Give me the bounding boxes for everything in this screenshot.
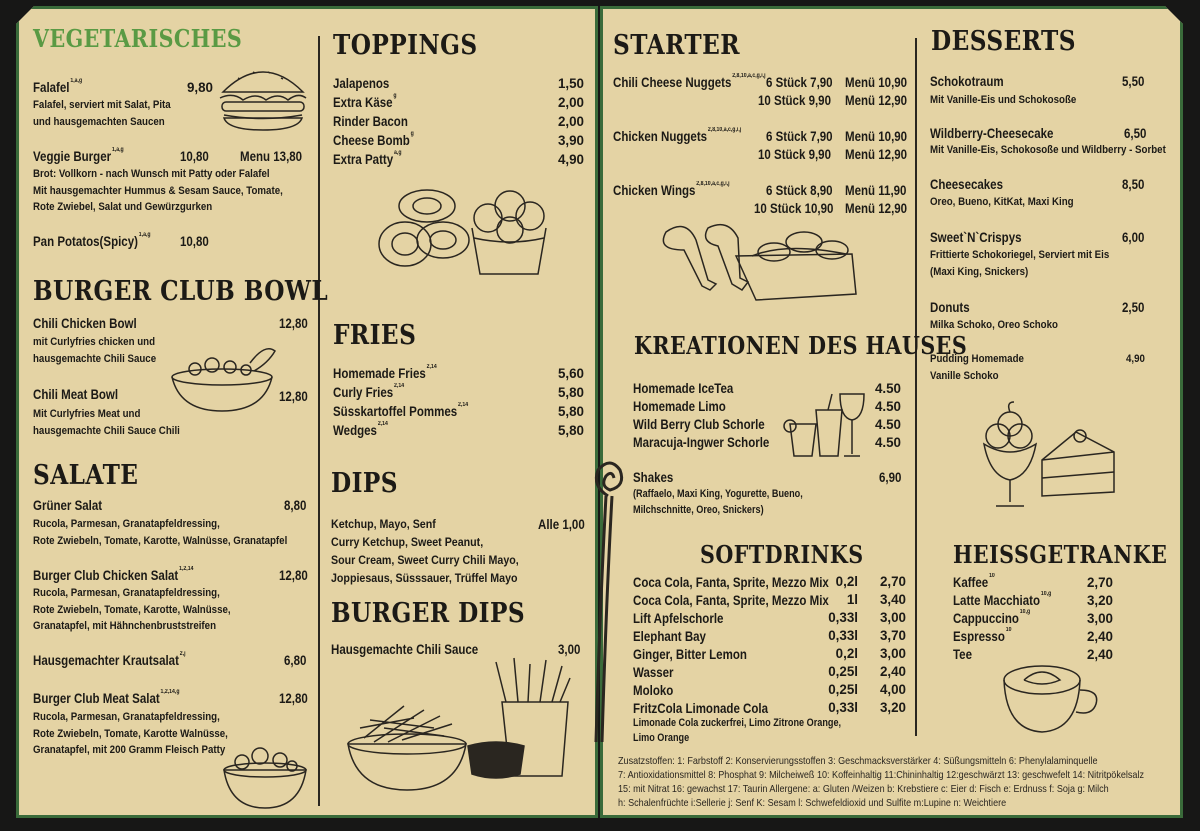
heiss-row: Cappuccino$^{10,g}$ 3,00 bbox=[953, 608, 1113, 626]
item-meat-salat: Burger Club Meat Salat$^{1,2,14,g}$ bbox=[33, 689, 180, 706]
kreation-row: Maracuja-Ingwer Schorle 4.50 bbox=[633, 434, 901, 450]
topping-row: Rinder Bacon 2,00 bbox=[333, 114, 584, 129]
chili-cheese-nuggets-6: 6 Stück 7,90 bbox=[766, 75, 833, 90]
footnotes: Zusatzstoffen: 1: Farbstoff 2: Konservierungsstoffen 3: Geschmacksverstärker 4: Süßungsmitteln 6: Phenylalaminquelle 7: Antioxidationsmittel 8: Phosphat 9: Milcheiweß 10: Koffeinhaltig 11:Chininhaltig 12:geschwärzt 13: geschwefelt 14: Nitritpökelsalz 15: mit Nitrat 16: gewachst 17: Taurin Allergene: a: Gluten /Weizen b: Krebstiere c: Eier d: Fisch e: Erdnuss f: Soja g: Milch h: Schalenfrüchte i:Sellerie j: Senf K: Sesam l: Schwefeldioxid und Sulfite m:Lupine n: Weichtiere bbox=[618, 756, 1145, 810]
divider-right bbox=[915, 38, 917, 736]
dessert-donuts-desc: Milka Schoko, Oreo Schoko bbox=[930, 319, 1058, 331]
fries-plate-icon bbox=[344, 698, 470, 794]
dessert-pudding-desc: Vanille Schoko bbox=[930, 370, 999, 382]
item-shakes-desc: (Raffaelo, Maxi King, Yogurette, Bueno, Milchschnitte, Oreo, Snickers) bbox=[633, 488, 803, 516]
item-chili-sauce: Hausgemachte Chili Sauce bbox=[331, 642, 479, 657]
heiss-list bbox=[953, 573, 1113, 663]
topping-row: Jalapenos 1,50 bbox=[333, 76, 584, 91]
dessert-crispys-desc: Frittierte Schokoriegel, Serviert mit Eis (Maxi King, Snickers) bbox=[930, 249, 1110, 278]
dessert-schokotraum: Schokotraum bbox=[930, 74, 1004, 89]
kreation-row: Homemade Limo 4.50 bbox=[633, 398, 901, 414]
item-chicken-salat-price: 12,80 bbox=[279, 568, 308, 583]
dessert-donuts: Donuts bbox=[930, 300, 970, 315]
item-chicken-wings: Chicken Wings$^{2,8,10,a,c,g,i,j}$ bbox=[613, 181, 730, 198]
item-falafel-desc: Falafel, serviert mit Salat, Pita und hausgemachten Saucen bbox=[33, 99, 171, 128]
chicken-nuggets-10: 10 Stück 9,90 bbox=[758, 147, 831, 162]
softdrinks-sizes: 0,2l 1l 0,33l 0,33l 0,2l 0,25l 0,25l 0,33l bbox=[828, 574, 858, 715]
item-meat-salat-desc: Rucola, Parmesan, Granatapfeldressing, Rote Zwiebeln, Tomate, Karotte Walnüsse, Granatapfel, mit 200 Gramm Fleisch Patty bbox=[33, 711, 228, 756]
dessert-pudding: Pudding Homemade bbox=[930, 353, 1024, 365]
dessert-crispys: Sweet`N`Crispys bbox=[930, 230, 1022, 245]
item-chicken-nuggets: Chicken Nuggets$^{2,8,10,a,c,g,i,j}$ bbox=[613, 127, 742, 144]
sundae-icon bbox=[980, 400, 1120, 512]
item-krautsalat-price: 6,80 bbox=[284, 653, 307, 668]
dips-list: Ketchup, Mayo, Senf Curry Ketchup, Sweet Peanut, Sour Cream, Sweet Curry Chili Mayo, Joppiesaus, Süsssauer, Trüffel Mayo bbox=[331, 517, 519, 585]
chili-cheese-nuggets-menu-6: Menü 10,90 bbox=[845, 75, 908, 90]
section-title-softdrinks: SOFTDRINKS bbox=[700, 540, 864, 569]
swirl-straw-icon bbox=[588, 456, 628, 746]
fries-cup-icon bbox=[466, 658, 572, 782]
section-title-heiss: HEISSGETRANKE bbox=[953, 540, 1168, 569]
kreation-row: Homemade IceTea 4.50 bbox=[633, 380, 901, 396]
item-gruener-salat: Grüner Salat bbox=[33, 498, 103, 513]
heiss-row: Latte Macchiato$^{10,g}$ 3,20 bbox=[953, 590, 1113, 608]
chicken-wings-menu-6: Menü 11,90 bbox=[845, 183, 907, 198]
item-chili-chicken-bowl: Chili Chicken Bowl bbox=[33, 316, 137, 331]
section-title-fries: FRIES bbox=[333, 320, 417, 351]
dessert-donuts-price: 2,50 bbox=[1122, 300, 1145, 315]
item-veggie-burger-desc: Brot: Vollkorn - nach Wunsch mit Patty oder Falafel Mit hausgemachter Hummus & Sesam Sauce, Tomate, Rote Zwiebel, Salat und Gewürzgurken bbox=[33, 168, 283, 213]
chicken-nuggets-6: 6 Stück 7,90 bbox=[766, 129, 833, 144]
item-shakes-price: 6,90 bbox=[879, 470, 902, 485]
chicken-nuggets-menu-10: Menü 12,90 bbox=[845, 147, 908, 162]
item-pan-potatos-price: 10,80 bbox=[180, 234, 209, 249]
section-title-desserts: DESSERTS bbox=[931, 26, 1076, 57]
fries-list bbox=[333, 364, 584, 440]
chicken-wings-6: 6 Stück 8,90 bbox=[766, 183, 833, 198]
onion-rings-icon bbox=[377, 184, 472, 276]
item-chili-meat-bowl-desc: Mit Curlyfries Meat und hausgemachte Chili Sauce Chili bbox=[33, 408, 180, 437]
softdrink-row: FritzCola Limonade Cola bbox=[633, 700, 769, 716]
section-title-toppings: TOPPINGS bbox=[333, 30, 478, 61]
dessert-pudding-price: 4,90 bbox=[1126, 353, 1145, 365]
fries-row: Süsskartoffel Pommes$^{2,14}$ 5,80 bbox=[333, 402, 584, 419]
softdrink-row: Lift Apfelschorle bbox=[633, 610, 724, 626]
item-chili-sauce-price: 3,00 bbox=[558, 642, 581, 657]
heiss-row: Espresso$^{10}$ 2,40 bbox=[953, 626, 1113, 644]
chicken-wings-10: 10 Stück 10,90 bbox=[754, 201, 834, 216]
dessert-cheesecakes: Cheesecakes bbox=[930, 177, 1003, 192]
section-title-kreationen: KREATIONEN DES HAUSES bbox=[634, 331, 968, 360]
item-chicken-salat: Burger Club Chicken Salat$^{1,2,14}$ bbox=[33, 566, 194, 583]
heiss-row: Tee 2,40 bbox=[953, 646, 1113, 662]
section-title-dips: DIPS bbox=[331, 468, 398, 499]
item-chili-meat-bowl-price: 12,80 bbox=[279, 389, 308, 404]
topping-row: Cheese Bomb$^g$ 3,90 bbox=[333, 131, 584, 148]
kreation-row: Wild Berry Club Schorle 4.50 bbox=[633, 416, 901, 432]
chili-cheese-nuggets-menu-10: Menü 12,90 bbox=[845, 93, 908, 108]
topping-row: Extra Patty$^{a,g}$ 4,90 bbox=[333, 150, 584, 167]
nuggets-basket-icon bbox=[470, 186, 550, 278]
salad-bowl-icon bbox=[170, 343, 280, 415]
section-title-salate: SALATE bbox=[33, 460, 139, 491]
dessert-schokotraum-desc: Mit Vanille-Eis und Schokosoße bbox=[930, 94, 1077, 106]
item-chicken-salat-desc: Rucola, Parmesan, Granatapfeldressing, Rote Zwiebeln, Tomate, Karotte, Walnüsse, Granatapfel, mit Hähnchenbruststreifen bbox=[33, 587, 231, 632]
coffee-cup-icon bbox=[1000, 664, 1104, 736]
item-chili-chicken-bowl-price: 12,80 bbox=[279, 316, 308, 331]
topping-row: Extra Käse$^g$ 2,00 bbox=[333, 93, 584, 110]
softdrink-row: Ginger, Bitter Lemon bbox=[633, 646, 747, 662]
item-veggie-burger-menu: Menu 13,80 bbox=[240, 149, 303, 164]
dessert-cheesecakes-price: 8,50 bbox=[1122, 177, 1145, 192]
drinks-icon bbox=[780, 390, 864, 460]
fries-row: Homemade Fries$^{2,14}$ 5,60 bbox=[333, 364, 584, 381]
softdrink-row: Coca Cola, Fanta, Sprite, Mezzo Mix bbox=[633, 574, 829, 590]
dessert-wildberry-price: 6,50 bbox=[1124, 126, 1147, 141]
item-veggie-burger: Veggie Burger$^{1,a,g}$ bbox=[33, 147, 124, 164]
softdrinks-note: Limonade Cola zuckerfrei, Limo Zitrone Orange, Limo Orange bbox=[633, 717, 842, 744]
section-title-burger-dips: BURGER DIPS bbox=[331, 598, 526, 629]
section-title-vegetarisches: VEGETARISCHES bbox=[33, 24, 243, 53]
softdrinks-prices: 2,70 3,40 3,00 3,70 3,00 2,40 4,00 3,20 bbox=[879, 574, 906, 715]
dessert-wildberry: Wildberry-Cheesecake bbox=[930, 126, 1054, 141]
burger-icon bbox=[218, 60, 308, 132]
heiss-row: Kaffee$^{10}$ 2,70 bbox=[953, 572, 1113, 590]
item-veggie-burger-price: 10,80 bbox=[180, 149, 209, 164]
item-meat-salat-price: 12,80 bbox=[279, 691, 308, 706]
dessert-cheesecakes-desc: Oreo, Bueno, KitKat, Maxi King bbox=[930, 196, 1074, 208]
toppings-list bbox=[333, 74, 584, 169]
item-gruener-salat-price: 8,80 bbox=[284, 498, 307, 513]
section-title-bowl: BURGER CLUB BOWL bbox=[33, 276, 329, 307]
item-falafel: Falafel$^{1,a,g}$ 9,80 bbox=[33, 78, 213, 95]
divider-left bbox=[318, 36, 320, 806]
chicken-wings-menu-10: Menü 12,90 bbox=[845, 201, 908, 216]
chicken-legs-icon bbox=[656, 220, 862, 304]
item-gruener-salat-desc: Rucola, Parmesan, Granatapfeldressing, Rote Zwiebeln, Tomate, Karotte, Walnüsse, Granatapfel bbox=[33, 518, 288, 547]
softdrink-row: Moloko bbox=[633, 682, 674, 698]
softdrinks-list bbox=[633, 573, 905, 717]
fries-row: Curly Fries$^{2,14}$ 5,80 bbox=[333, 383, 584, 400]
softdrink-row: Elephant Bay bbox=[633, 628, 706, 644]
dips-price: Alle 1,00 bbox=[538, 517, 585, 532]
item-chili-cheese-nuggets: Chili Cheese Nuggets$^{2,8,10,a,c,g,i,j}$ bbox=[613, 73, 766, 90]
dessert-crispys-price: 6,00 bbox=[1122, 230, 1145, 245]
dessert-wildberry-desc: Mit Vanille-Eis, Schokosoße und Wildberry - Sorbet bbox=[930, 144, 1166, 156]
section-title-starter: STARTER bbox=[613, 30, 740, 61]
item-shakes: Shakes bbox=[633, 470, 674, 485]
item-chili-meat-bowl: Chili Meat Bowl bbox=[33, 387, 119, 402]
item-pan-potatos: Pan Potatos(Spicy)$^{1,a,g}$ bbox=[33, 232, 151, 249]
fries-row: Wedges$^{2,14}$ 5,80 bbox=[333, 421, 584, 438]
item-krautsalat: Hausgemachter Krautsalat$^{2,j}$ bbox=[33, 651, 186, 668]
salad-plate-icon bbox=[220, 746, 310, 812]
item-chili-chicken-bowl-desc: mit Curlyfries chicken und hausgemachte Chili Sauce bbox=[33, 336, 157, 365]
softdrink-row: Wasser bbox=[633, 664, 674, 680]
chili-cheese-nuggets-10: 10 Stück 9,90 bbox=[758, 93, 831, 108]
dessert-schokotraum-price: 5,50 bbox=[1122, 74, 1145, 89]
chicken-nuggets-menu-6: Menü 10,90 bbox=[845, 129, 908, 144]
softdrink-row: Coca Cola, Fanta, Sprite, Mezzo Mix bbox=[633, 592, 829, 608]
